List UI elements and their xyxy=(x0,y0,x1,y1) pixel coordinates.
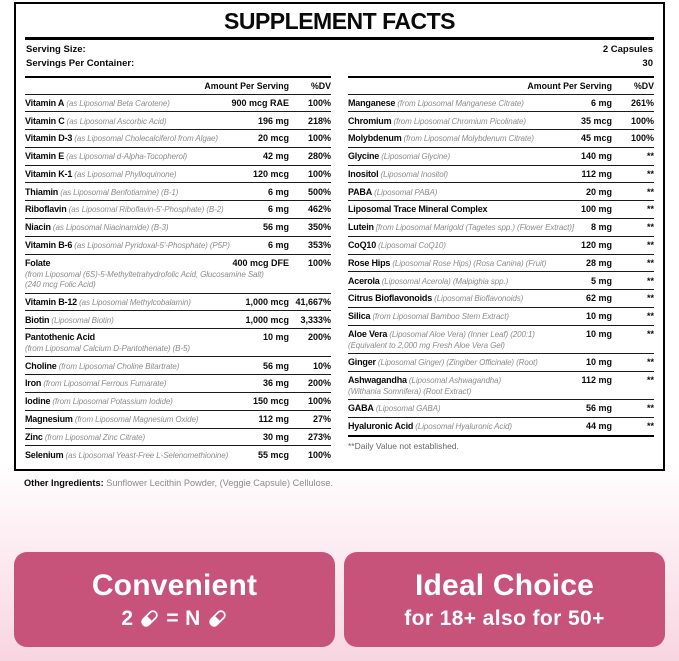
capsule-icon xyxy=(139,608,160,629)
ingredient-name: Acerola xyxy=(348,275,380,286)
column-header-right xyxy=(348,76,654,94)
dv-value: ** xyxy=(646,403,654,414)
ingredient-name-cell xyxy=(25,187,263,198)
ingredient-desc: (Liposomal Ginger) (Zingiber Officinale) (Root) xyxy=(375,358,538,368)
capsule-count-right: N xyxy=(185,606,201,630)
ingredient-name: Manganese xyxy=(348,97,396,108)
ingredient-name-cell xyxy=(25,361,258,372)
ingredient-desc: [from Liposomal Marigold (Tagetes spp.) (Flower Extract)] xyxy=(373,223,574,233)
ingredient-name: Molybdenum xyxy=(348,133,402,144)
ingredient-name-cell xyxy=(25,116,253,127)
amount-value: 112 mg xyxy=(581,375,612,386)
ingredient-desc: (Liposomal PABA) xyxy=(372,187,438,197)
ingredient-desc: (from Liposomal Manganese Citrate) xyxy=(395,98,524,108)
capsule-count-left: 2 xyxy=(121,606,134,630)
badge-row xyxy=(14,552,665,647)
ingredient-name-cell xyxy=(25,222,258,233)
ingredient-name: Magnesium xyxy=(25,414,73,424)
amount-per-serving-header: Amount Per Serving xyxy=(527,80,612,91)
ingredient-name: Liposomal Trace Mineral Complex xyxy=(348,204,488,215)
ingredient-list-right xyxy=(348,94,654,435)
ingredient-name-cell xyxy=(25,450,253,461)
dv-value: 100% xyxy=(307,449,331,460)
servings-per-container-label: Servings Per Container: xyxy=(26,57,135,69)
ingredient-desc: (as Liposomal Riboflavin-5'-Phosphate) (B-2) xyxy=(66,205,224,215)
ingredient-name: Folate xyxy=(25,257,51,268)
ideal-choice-title: Ideal Choice xyxy=(414,568,595,602)
ingredient-name-cell xyxy=(25,315,240,326)
ingredient-desc: (Liposomal CoQ10) xyxy=(376,240,446,250)
facts-columns xyxy=(25,76,654,464)
amount-value: 6 mg xyxy=(267,186,289,197)
serving-size-label: Serving Size: xyxy=(26,44,86,55)
ingredient-name: Inositol xyxy=(348,168,379,179)
table-row xyxy=(348,236,654,254)
amount-value: 28 mg xyxy=(585,257,612,268)
ingredient-desc-extra: (Withania Somnifera) (Root Extract) xyxy=(348,386,472,396)
ingredient-name: Silica xyxy=(348,311,371,322)
ingredient-desc: (as Liposomal Beta Carotene) xyxy=(64,98,170,108)
ingredient-desc: (Liposomal Acerola) (Malpighia spp.) xyxy=(379,276,509,286)
ideal-choice-subtitle: for 18+ also for 50+ xyxy=(404,606,605,630)
table-row xyxy=(25,236,331,254)
amount-value: 6 mg xyxy=(590,97,612,108)
ingredient-desc: (Liposomal Biotin) xyxy=(49,315,114,325)
ingredient-name: Niacin xyxy=(25,222,51,233)
ingredient-name-cell xyxy=(348,375,576,386)
dv-value: ** xyxy=(646,421,654,432)
amount-value: 100 mg xyxy=(580,204,612,215)
ingredient-desc-extra: (from Liposomal (6S)-5-Methyltetrahydrofolic Acid, Glucosamine Salt) xyxy=(25,269,264,279)
ingredient-name-cell xyxy=(25,240,263,251)
dv-value: 280% xyxy=(307,151,331,162)
table-row xyxy=(348,289,654,307)
table-row xyxy=(348,200,654,218)
table-row xyxy=(348,94,654,112)
facts-column-right xyxy=(348,76,654,464)
ingredient-name-cell xyxy=(348,403,581,414)
dv-value: 261% xyxy=(630,97,654,108)
table-row xyxy=(25,218,331,236)
dv-value: 100% xyxy=(307,168,331,179)
dv-value: 41,667% xyxy=(295,296,331,307)
ingredient-name-cell xyxy=(348,98,586,109)
convenient-title: Convenient xyxy=(91,568,258,602)
ingredient-name-cell xyxy=(348,329,581,340)
ingredient-name-cell xyxy=(25,258,227,269)
ingredient-name: Iodine xyxy=(25,396,51,407)
table-row xyxy=(348,353,654,371)
ingredient-name: Citrus Bioflavonoids xyxy=(348,293,433,304)
ingredient-name: Vitamin D-3 xyxy=(25,133,73,144)
daily-value-footnote: **Daily Value not established. xyxy=(348,435,654,451)
ingredient-desc: (as Liposomal Benfotiamine) (B-1) xyxy=(58,187,179,197)
servings-per-container-value: 30 xyxy=(642,57,653,69)
amount-value: 400 mcg DFE xyxy=(232,257,289,268)
ingredient-desc: (Liposomal Ashwagandha) xyxy=(406,376,502,386)
ideal-choice-badge xyxy=(344,552,665,647)
table-row xyxy=(25,182,331,200)
table-row xyxy=(348,399,654,417)
column-header-left xyxy=(25,76,331,94)
ingredient-name: Vitamin K-1 xyxy=(25,168,73,179)
ingredient-desc: (Liposomal Bioflavonoids) xyxy=(432,294,524,304)
ingredient-name: Vitamin B-6 xyxy=(25,239,73,250)
amount-value: 1,000 mcg xyxy=(245,296,289,307)
ingredient-desc: (as Liposomal Cholecalciferol from Algae) xyxy=(72,134,218,144)
ingredient-desc: (from Liposomal Potassium Iodide) xyxy=(50,397,173,407)
ingredient-name: Lutein xyxy=(348,222,374,233)
amount-value: 56 mg xyxy=(262,360,289,371)
table-row xyxy=(25,254,331,293)
table-row xyxy=(348,325,654,353)
ingredient-desc-extra: (Equivalent to 2,000 mg Fresh Aloe Vera Gel) xyxy=(348,340,505,350)
capsule-icon xyxy=(207,608,228,629)
amount-value: 1,000 mcg xyxy=(245,314,289,325)
ingredient-name-cell xyxy=(348,311,581,322)
table-row xyxy=(25,147,331,165)
ingredient-desc: (Liposomal GABA) xyxy=(373,404,441,414)
ingredient-name-cell xyxy=(348,421,581,432)
dv-value: ** xyxy=(646,293,654,304)
ingredient-name-cell xyxy=(348,187,581,198)
ingredient-name-cell xyxy=(348,169,576,180)
amount-value: 112 mg xyxy=(581,168,612,179)
ingredient-desc: (from Liposomal Magnesium Oxide) xyxy=(72,415,199,424)
ingredient-name-cell xyxy=(25,297,240,308)
ingredient-desc-extra: (from Liposomal Calcium D-Pantothenate) (B-5) xyxy=(25,344,190,354)
table-row xyxy=(348,371,654,399)
ingredient-desc: (Liposomal Aloe Vera) (Inner Leaf) (200:1) xyxy=(387,329,535,339)
ingredient-name: Thiamin xyxy=(25,186,59,197)
dv-value: 10% xyxy=(312,360,331,371)
ingredient-name: CoQ10 xyxy=(348,239,377,250)
amount-value: 120 mcg xyxy=(252,168,289,179)
amount-per-serving-header: Amount Per Serving xyxy=(204,80,289,91)
ingredient-name-cell xyxy=(25,151,258,162)
ingredient-name-cell xyxy=(25,414,253,425)
ingredient-name-cell xyxy=(348,293,581,304)
ingredient-name-cell xyxy=(348,151,576,162)
dv-value: ** xyxy=(646,257,654,268)
ingredient-name-cell xyxy=(25,204,263,215)
dv-value: 200% xyxy=(307,378,331,389)
table-row xyxy=(25,374,331,392)
table-row xyxy=(348,147,654,165)
ingredient-name: Chromium xyxy=(348,115,392,126)
ingredient-name: Iron xyxy=(25,378,42,389)
dv-value: ** xyxy=(646,328,654,339)
dv-header: %DV xyxy=(310,80,331,91)
ingredient-desc: (from Liposomal Zinc Citrate) xyxy=(42,432,146,442)
dv-value: ** xyxy=(646,186,654,197)
ingredient-desc: (from Liposomal Chromium Picolinate) xyxy=(391,116,526,126)
supplement-facts-panel xyxy=(14,2,665,471)
amount-value: 196 mg xyxy=(257,115,289,126)
ingredient-name: Selenium xyxy=(25,449,64,460)
amount-value: 55 mcg xyxy=(257,449,289,460)
dv-value: 350% xyxy=(307,222,331,233)
dv-value: 100% xyxy=(630,115,654,126)
ingredient-name-cell xyxy=(25,378,258,389)
ingredient-desc-extra: (240 mcg Folic Acid) xyxy=(25,280,96,290)
dv-value: 100% xyxy=(307,97,331,108)
other-ingredients-label: Other Ingredients: xyxy=(24,478,104,489)
table-row xyxy=(348,307,654,325)
amount-value: 112 mg xyxy=(258,414,289,424)
ingredient-desc: (as Liposomal d-Alpha-Tocopherol) xyxy=(64,152,188,162)
table-row xyxy=(25,200,331,218)
amount-value: 6 mg xyxy=(267,239,289,250)
ingredient-desc: (as Liposomal Methylcobalamin) xyxy=(76,297,191,307)
ingredient-name-cell xyxy=(25,432,258,443)
dv-value: 200% xyxy=(307,332,331,343)
ingredient-name: Zinc xyxy=(25,431,43,442)
ingredient-name-cell xyxy=(348,276,586,287)
ingredient-name-cell xyxy=(348,116,576,127)
table-row xyxy=(348,254,654,272)
table-row xyxy=(348,218,654,236)
ingredient-desc: (from Liposomal Molybdenum Citrate) xyxy=(401,134,534,144)
table-row xyxy=(25,392,331,410)
table-row xyxy=(348,417,654,435)
ingredient-name: Vitamin E xyxy=(25,151,65,162)
dv-value: 353% xyxy=(307,239,331,250)
table-row xyxy=(348,165,654,183)
ingredient-desc: (as Liposomal Phylloquinone) xyxy=(72,169,177,179)
dv-value: ** xyxy=(646,222,654,233)
ingredient-desc: (as Liposomal Niacinamide) (B-3) xyxy=(50,223,169,233)
dv-value: 218% xyxy=(307,115,331,126)
ingredient-name: Glycine xyxy=(348,151,380,162)
amount-value: 56 mg xyxy=(262,222,289,233)
ingredient-name: Vitamin C xyxy=(25,115,65,126)
amount-value: 10 mg xyxy=(585,357,612,368)
panel-title: SUPPLEMENT FACTS xyxy=(25,7,654,40)
serving-size-line xyxy=(26,43,653,57)
convenient-badge xyxy=(14,552,335,647)
ingredient-name: Ashwagandha xyxy=(348,375,407,386)
other-ingredients xyxy=(24,478,663,488)
ingredient-desc: (Liposomal Hyaluronic Acid) xyxy=(413,422,512,432)
ingredient-name: Ginger xyxy=(348,357,376,368)
ingredient-name: GABA xyxy=(348,403,374,414)
table-row xyxy=(25,293,331,311)
table-row xyxy=(25,94,331,112)
ingredient-desc: (Liposomal Glycine) xyxy=(379,152,451,162)
table-row xyxy=(25,165,331,183)
amount-value: 140 mg xyxy=(580,151,612,162)
ingredient-desc: (Liposomal Rose Hips) (Rosa Canina) (Fruit) xyxy=(390,258,547,268)
amount-value: 10 mg xyxy=(585,328,612,339)
amount-value: 44 mg xyxy=(585,421,612,432)
dv-value: 3,333% xyxy=(300,314,331,325)
table-row xyxy=(348,111,654,129)
ingredient-desc: (as Liposomal Yeast-Free L-Selenomethionine) xyxy=(63,450,229,460)
dv-value: 500% xyxy=(307,186,331,197)
ingredient-name: Choline xyxy=(25,360,57,371)
amount-value: 45 mcg xyxy=(580,133,612,144)
amount-value: 20 mg xyxy=(585,186,612,197)
amount-value: 5 mg xyxy=(590,275,612,286)
amount-value: 150 mcg xyxy=(252,396,289,407)
amount-value: 8 mg xyxy=(590,222,612,233)
table-row xyxy=(348,182,654,200)
ingredient-list-left xyxy=(25,94,331,464)
amount-value: 900 mcg RAE xyxy=(231,97,289,108)
ingredient-name-cell xyxy=(25,396,248,407)
table-row xyxy=(25,111,331,129)
ingredient-name-cell xyxy=(25,98,226,109)
ingredient-name: Rose Hips xyxy=(348,257,391,268)
table-row xyxy=(348,129,654,147)
dv-value: 27% xyxy=(312,414,331,424)
ingredient-desc: (as Liposomal Pyridoxal-5'-Phosphate) (P5P) xyxy=(72,240,230,250)
amount-value: 10 mg xyxy=(585,311,612,322)
serving-info xyxy=(25,40,654,76)
ingredient-name-cell xyxy=(25,169,248,180)
ingredient-name-cell xyxy=(348,133,576,144)
ingredient-desc: (Liposomal Inositol) xyxy=(378,169,448,179)
dv-value: ** xyxy=(646,151,654,162)
ingredient-name: Aloe Vera xyxy=(348,328,388,339)
table-row xyxy=(348,271,654,289)
ingredient-name: PABA xyxy=(348,186,373,197)
ingredient-name-cell xyxy=(348,204,576,215)
dv-value: ** xyxy=(646,375,654,386)
ingredient-desc: (from Liposomal Ferrous Fumarate) xyxy=(41,379,167,389)
table-row xyxy=(25,410,331,428)
table-row xyxy=(25,445,331,463)
table-row xyxy=(25,129,331,147)
ingredient-name: Vitamin A xyxy=(25,97,65,108)
table-row xyxy=(25,328,331,356)
amount-value: 6 mg xyxy=(267,204,289,215)
ingredient-name-cell xyxy=(348,258,581,269)
amount-value: 56 mg xyxy=(585,403,612,414)
dv-value: ** xyxy=(646,168,654,179)
ingredient-name: Vitamin B-12 xyxy=(25,296,77,307)
equals-sign: = xyxy=(166,606,180,630)
amount-value: 10 mg xyxy=(262,332,289,343)
dv-value: ** xyxy=(646,204,654,215)
amount-value: 62 mg xyxy=(585,293,612,304)
dv-value: ** xyxy=(646,239,654,250)
ingredient-name-cell xyxy=(348,357,581,368)
ingredient-name-cell xyxy=(25,332,258,343)
table-row xyxy=(25,428,331,446)
servings-per-container-line xyxy=(26,57,653,71)
ingredient-desc: (from Liposomal Choline Bitartrate) xyxy=(56,361,180,371)
amount-value: 30 mg xyxy=(262,431,289,442)
facts-column-left xyxy=(25,76,331,464)
dv-value: 100% xyxy=(307,133,331,144)
amount-value: 35 mcg xyxy=(580,115,612,126)
dv-value: ** xyxy=(646,357,654,368)
ingredient-name-cell xyxy=(348,222,586,233)
amount-value: 42 mg xyxy=(262,151,289,162)
dv-value: 100% xyxy=(307,257,331,268)
dv-value: 462% xyxy=(307,204,331,215)
dv-value: 273% xyxy=(307,431,331,442)
dv-value: ** xyxy=(646,311,654,322)
convenient-formula xyxy=(121,607,227,631)
amount-value: 120 mg xyxy=(580,239,612,250)
dv-value: ** xyxy=(646,275,654,286)
ingredient-name-cell xyxy=(348,240,576,251)
amount-value: 20 mcg xyxy=(257,133,289,144)
ingredient-name: Biotin xyxy=(25,314,50,325)
dv-value: 100% xyxy=(307,396,331,407)
dv-value: 100% xyxy=(630,133,654,144)
ingredient-name-cell xyxy=(25,133,253,144)
ingredient-name: Hyaluronic Acid xyxy=(348,421,414,432)
ingredient-name: Riboflavin xyxy=(25,204,67,215)
dv-header: %DV xyxy=(633,80,654,91)
other-ingredients-text: Sunflower Lecithin Powder, (Veggie Capsule) Cellulose. xyxy=(106,478,333,489)
serving-size-value: 2 Capsules xyxy=(602,44,653,55)
ingredient-desc: (from Liposomal Bamboo Stem Extract) xyxy=(370,312,509,322)
ingredient-desc: (as Liposomal Ascorbic Acid) xyxy=(64,116,167,126)
table-row xyxy=(25,356,331,374)
ingredient-name: Pantothenic Acid xyxy=(25,332,95,343)
table-row xyxy=(25,310,331,328)
amount-value: 36 mg xyxy=(262,378,289,389)
